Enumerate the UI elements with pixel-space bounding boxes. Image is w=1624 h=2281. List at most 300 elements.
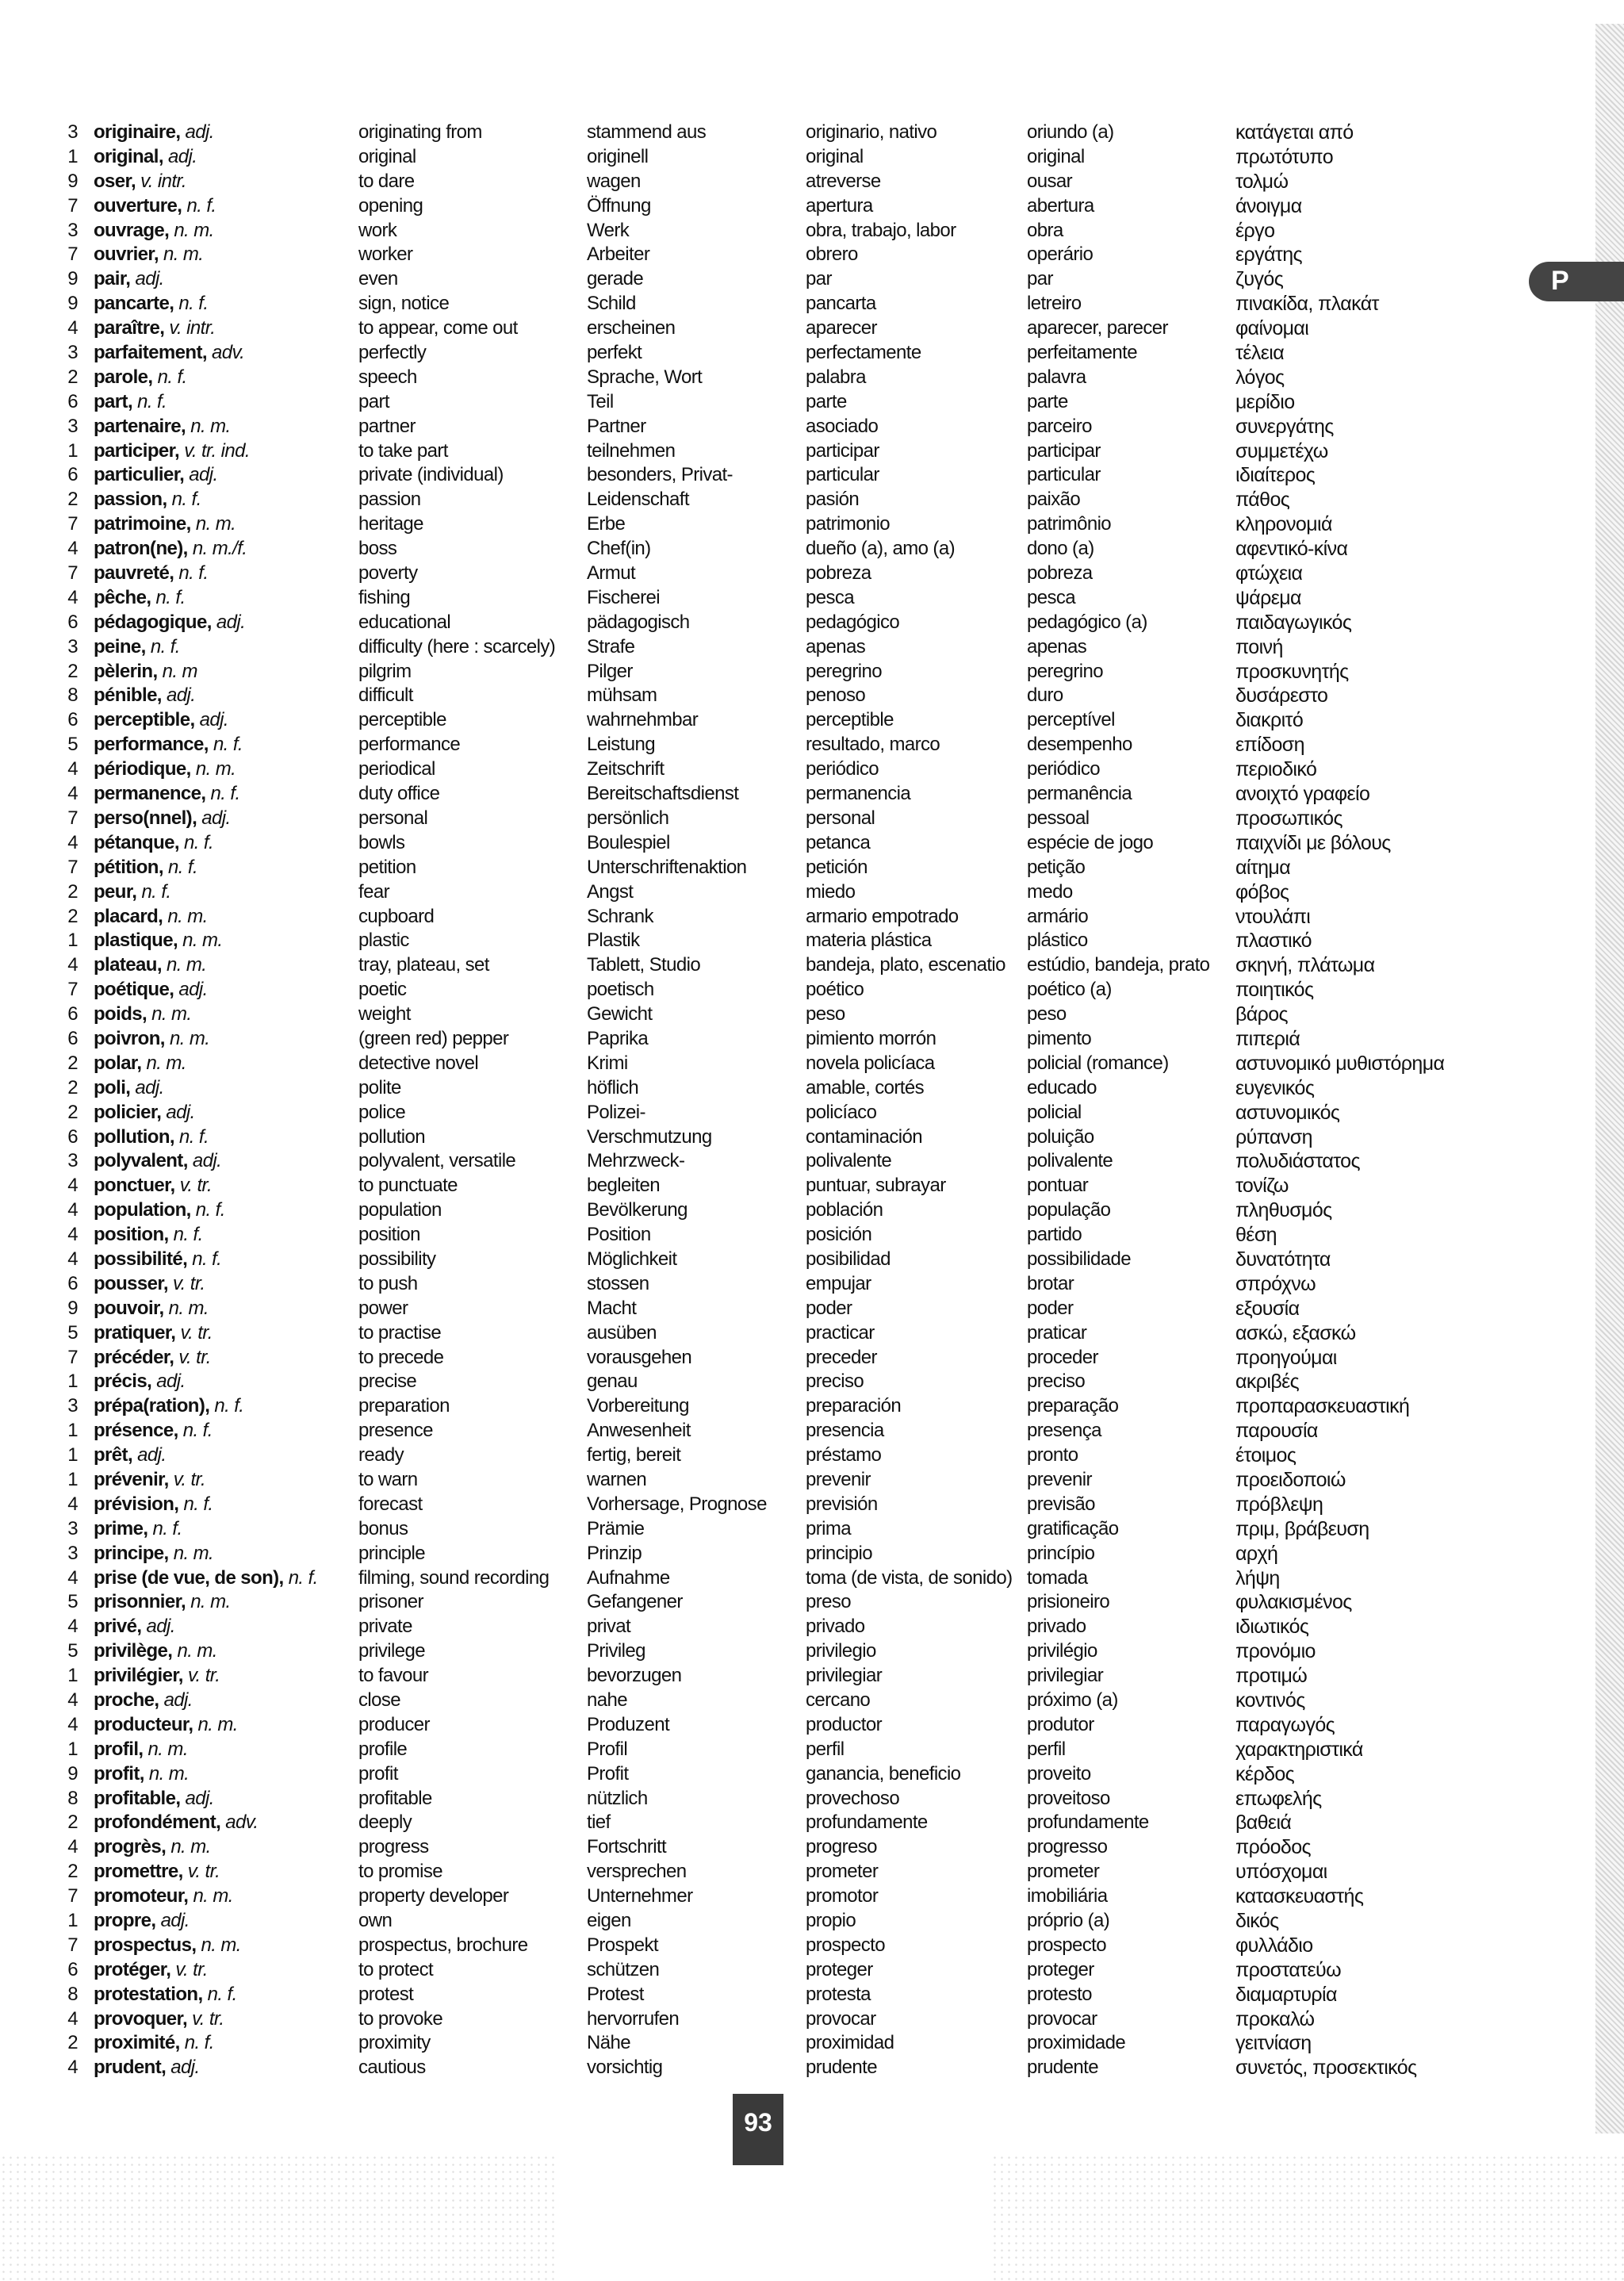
vocab-row <box>56 1223 1451 1248</box>
portuguese-translation: estúdio, bandeja, prato <box>1027 954 1210 976</box>
french-headword <box>94 243 203 266</box>
vocab-row <box>56 121 1451 145</box>
part-of-speech: n. f. <box>173 1224 203 1246</box>
english-translation: own <box>358 1910 393 1932</box>
headword: performance, <box>94 734 209 756</box>
lesson-number: 7 <box>67 979 78 1001</box>
spanish-translation: perceptible <box>806 709 894 731</box>
vocab-row <box>56 1370 1451 1394</box>
vocab-row <box>56 267 1451 292</box>
spanish-translation: penoso <box>806 684 866 707</box>
vocab-row <box>56 1590 1451 1615</box>
english-translation: private <box>358 1616 412 1638</box>
headword: particulier, <box>94 464 185 486</box>
portuguese-translation: prudente <box>1027 2057 1098 2079</box>
spanish-translation: peso <box>806 1003 845 1025</box>
german-translation: Plastik <box>587 930 640 952</box>
french-headword <box>94 1052 186 1075</box>
greek-translation: διαμαρτυρία <box>1235 1983 1337 2006</box>
english-translation: to promise <box>358 1861 443 1883</box>
greek-translation: παιχνίδι με βόλους <box>1235 831 1391 854</box>
part-of-speech: adj. <box>201 807 231 829</box>
greek-translation: πινακίδα, πλακάτ <box>1235 293 1379 316</box>
portuguese-translation: previsão <box>1027 1493 1095 1515</box>
english-translation: fear <box>358 880 389 903</box>
headword: producteur, <box>94 1713 193 1735</box>
part-of-speech: n. f. <box>179 1125 209 1148</box>
portuguese-translation: participar <box>1027 439 1101 462</box>
vocab-row <box>56 1149 1451 1174</box>
english-translation: even <box>358 268 398 290</box>
vocab-row <box>56 1468 1451 1493</box>
lesson-number: 4 <box>67 1689 78 1711</box>
portuguese-translation: plástico <box>1027 930 1088 952</box>
portuguese-translation: policial (romance) <box>1027 1052 1169 1074</box>
vocab-row <box>56 1517 1451 1542</box>
portuguese-translation: aparecer, parecer <box>1027 317 1168 339</box>
vocab-row <box>56 905 1451 930</box>
german-translation: Angst <box>587 880 634 903</box>
spanish-translation: preparación <box>806 1395 902 1417</box>
headword: oser, <box>94 170 136 192</box>
greek-translation: δικός <box>1235 1910 1279 1933</box>
headword: privilégier, <box>94 1665 183 1687</box>
portuguese-translation: desempenho <box>1027 734 1132 756</box>
spanish-translation: apertura <box>806 194 873 217</box>
spanish-translation: resultado, marco <box>806 734 940 756</box>
german-translation: Bevölkerung <box>587 1199 688 1221</box>
greek-translation: σκηνή, πλάτωμα <box>1235 954 1375 977</box>
vocab-row <box>56 1713 1451 1738</box>
lesson-number: 7 <box>67 1885 78 1907</box>
german-translation: mühsam <box>587 684 657 707</box>
french-headword <box>94 2031 214 2055</box>
english-translation: bowls <box>358 831 405 853</box>
spanish-translation: preciso <box>806 1371 864 1393</box>
greek-translation: πριμ, βράβευση <box>1235 1517 1369 1540</box>
german-translation: genau <box>587 1371 638 1393</box>
portuguese-translation: ousar <box>1027 170 1073 192</box>
part-of-speech: n. f. <box>152 1517 182 1539</box>
portuguese-translation: próprio (a) <box>1027 1910 1110 1932</box>
french-headword <box>94 1639 217 1663</box>
english-translation: principle <box>358 1542 425 1564</box>
german-translation: ausüben <box>587 1321 657 1344</box>
headword: promettre, <box>94 1861 183 1883</box>
german-translation: Boulespiel <box>587 831 670 853</box>
scan-noise <box>991 2154 1624 2281</box>
french-headword <box>94 733 243 757</box>
vocab-row <box>56 978 1451 1002</box>
english-translation: partner <box>358 415 416 437</box>
greek-translation: προπαρασκευαστική <box>1235 1395 1410 1418</box>
portuguese-translation: gratificação <box>1027 1517 1119 1539</box>
spanish-translation: prevenir <box>806 1468 871 1490</box>
vocab-row <box>56 1860 1451 1884</box>
greek-translation: κληρονομιά <box>1235 513 1332 536</box>
vocab-row <box>56 635 1451 660</box>
lesson-number: 1 <box>67 145 78 167</box>
portuguese-translation: profundamente <box>1027 1811 1149 1834</box>
portuguese-translation: obra <box>1027 219 1063 241</box>
vocab-row <box>56 831 1451 856</box>
english-translation: work <box>358 219 397 241</box>
headword: pratiquer, <box>94 1321 176 1344</box>
headword: prospectus, <box>94 1934 197 1956</box>
headword: profil, <box>94 1738 144 1760</box>
greek-translation: περιοδικό <box>1235 758 1317 781</box>
vocab-row <box>56 2031 1451 2056</box>
greek-translation: έργο <box>1235 219 1275 242</box>
english-translation: to take part <box>358 439 448 462</box>
french-headword <box>94 1149 221 1173</box>
greek-translation: πρόοδος <box>1235 1836 1311 1859</box>
portuguese-translation: pessoal <box>1027 807 1090 829</box>
vocab-row <box>56 586 1451 611</box>
vocab-row <box>56 145 1451 170</box>
portuguese-translation: operário <box>1027 243 1094 266</box>
greek-translation: τέλεια <box>1235 342 1285 365</box>
german-translation: versprechen <box>587 1861 687 1883</box>
part-of-speech: adv. <box>225 1811 259 1834</box>
part-of-speech: adj. <box>170 2057 200 2079</box>
english-translation: preparation <box>358 1395 450 1417</box>
german-translation: bevorzugen <box>587 1665 682 1687</box>
part-of-speech: v. tr. ind. <box>184 439 250 462</box>
headword: ouvrier, <box>94 243 159 266</box>
lesson-number: 6 <box>67 709 78 731</box>
greek-translation: παραγωγός <box>1235 1713 1335 1736</box>
english-translation: profitable <box>358 1787 432 1809</box>
english-translation: tray, plateau, set <box>358 954 489 976</box>
part-of-speech: n. f. <box>186 194 216 217</box>
french-headword <box>94 782 240 806</box>
english-translation: to push <box>358 1272 418 1294</box>
german-translation: Zeitschrift <box>587 758 665 780</box>
greek-translation: επωφελής <box>1235 1787 1322 1810</box>
french-headword <box>94 537 247 561</box>
vocab-row <box>56 1297 1451 1321</box>
french-headword <box>94 1248 221 1271</box>
portuguese-translation: pesca <box>1027 586 1076 608</box>
page-number: 93 <box>744 2108 772 2137</box>
vocab-row <box>56 1542 1451 1566</box>
english-translation: to provoke <box>358 2007 443 2030</box>
portuguese-translation: parte <box>1027 390 1068 412</box>
vocab-row <box>56 488 1451 512</box>
portuguese-translation: produtor <box>1027 1713 1094 1735</box>
vocab-row <box>56 929 1451 953</box>
spanish-translation: bandeja, plato, escenatio <box>806 954 1005 976</box>
lesson-number: 1 <box>67 1444 78 1466</box>
greek-translation: παρουσία <box>1235 1420 1318 1443</box>
portuguese-translation: armário <box>1027 905 1089 927</box>
headword: principe, <box>94 1542 169 1564</box>
german-translation: originell <box>587 145 649 167</box>
portuguese-translation: possibilidade <box>1027 1248 1131 1270</box>
headword: placard, <box>94 905 163 927</box>
headword: plastique, <box>94 930 178 952</box>
french-headword <box>94 708 228 732</box>
greek-translation: πιπεριά <box>1235 1027 1300 1050</box>
lesson-number: 4 <box>67 1248 78 1270</box>
spanish-translation: personal <box>806 807 875 829</box>
headword: prêt, <box>94 1444 133 1466</box>
greek-translation: συμμετέχω <box>1235 439 1328 462</box>
french-headword <box>94 1419 213 1443</box>
headword: pousser, <box>94 1272 168 1294</box>
part-of-speech: n. f. <box>150 635 180 657</box>
portuguese-translation: poético (a) <box>1027 979 1112 1001</box>
headword: profondément, <box>94 1811 221 1834</box>
french-headword <box>94 1517 182 1541</box>
greek-translation: φυλλάδιο <box>1235 1934 1313 1957</box>
german-translation: Unterschriftenaktion <box>587 856 747 878</box>
portuguese-translation: proteger <box>1027 1958 1094 1980</box>
german-translation: begleiten <box>587 1175 661 1197</box>
french-headword <box>94 463 218 487</box>
portuguese-translation: praticar <box>1027 1321 1087 1344</box>
vocab-row <box>56 1664 1451 1689</box>
german-translation: Fischerei <box>587 586 660 608</box>
vocab-row <box>56 1101 1451 1125</box>
french-headword <box>94 267 164 291</box>
spanish-translation: posibilidad <box>806 1248 891 1270</box>
lesson-number: 4 <box>67 1224 78 1246</box>
spanish-translation: original <box>806 145 864 167</box>
lesson-number: 2 <box>67 366 78 388</box>
headword: prévision, <box>94 1493 179 1515</box>
french-headword <box>94 1860 220 1884</box>
vocab-row <box>56 1566 1451 1591</box>
lesson-number: 6 <box>67 1027 78 1049</box>
english-translation: pilgrim <box>358 660 412 682</box>
vocab-row <box>56 1787 1451 1811</box>
greek-translation: χαρακτηριστικά <box>1235 1738 1363 1761</box>
headword: pancarte, <box>94 293 174 315</box>
english-translation: profile <box>358 1738 408 1760</box>
headword: peine, <box>94 635 146 657</box>
greek-translation: ασκώ, εξασκώ <box>1235 1321 1356 1344</box>
part-of-speech: adj. <box>185 121 214 143</box>
part-of-speech: n. f. <box>214 1395 244 1417</box>
french-headword <box>94 1762 189 1786</box>
portuguese-translation: imobiliária <box>1027 1885 1108 1907</box>
part-of-speech: n. f. <box>183 1493 213 1515</box>
lesson-number: 9 <box>67 293 78 315</box>
german-translation: Unternehmer <box>587 1885 693 1907</box>
english-translation: personal <box>358 807 428 829</box>
german-translation: Polizei- <box>587 1101 645 1123</box>
spanish-translation: progreso <box>806 1836 877 1858</box>
headword: permanence, <box>94 783 206 805</box>
vocab-row <box>56 512 1451 537</box>
portuguese-translation: paixão <box>1027 489 1081 511</box>
lesson-number: 1 <box>67 1665 78 1687</box>
german-translation: privat <box>587 1616 631 1638</box>
french-headword <box>94 586 186 610</box>
portuguese-translation: provocar <box>1027 2007 1097 2030</box>
german-translation: Armut <box>587 562 636 585</box>
lesson-number: 7 <box>67 194 78 217</box>
greek-translation: κοντινός <box>1235 1689 1305 1712</box>
vocab-row <box>56 1738 1451 1762</box>
greek-translation: ποινή <box>1235 635 1283 658</box>
lesson-number: 9 <box>67 1762 78 1785</box>
portuguese-translation: brotar <box>1027 1272 1074 1294</box>
lesson-number: 1 <box>67 1738 78 1760</box>
german-translation: fertig, bereit <box>587 1444 681 1466</box>
headword: polar, <box>94 1052 142 1074</box>
lesson-number: 4 <box>67 783 78 805</box>
lesson-number: 6 <box>67 1125 78 1148</box>
part-of-speech: n. f. <box>157 366 187 388</box>
german-translation: gerade <box>587 268 644 290</box>
english-translation: population <box>358 1199 442 1221</box>
spanish-translation: presencia <box>806 1420 884 1442</box>
part-of-speech: n. m. <box>182 930 223 952</box>
french-headword <box>94 1590 231 1614</box>
lesson-number: 1 <box>67 1468 78 1490</box>
english-translation: detective novel <box>358 1052 479 1074</box>
portuguese-translation: abertura <box>1027 194 1094 217</box>
lesson-number: 3 <box>67 1150 78 1172</box>
headword: possibilité, <box>94 1248 188 1270</box>
portuguese-translation: preciso <box>1027 1371 1086 1393</box>
part-of-speech: adj. <box>216 611 246 633</box>
lesson-number: 3 <box>67 1395 78 1417</box>
english-translation: passion <box>358 489 421 511</box>
german-translation: Vorbereitung <box>587 1395 689 1417</box>
part-of-speech: adj. <box>189 464 218 486</box>
french-headword <box>94 1125 209 1149</box>
spanish-translation: practicar <box>806 1321 875 1344</box>
lesson-number: 5 <box>67 1591 78 1613</box>
french-headword <box>94 390 167 414</box>
part-of-speech: adj. <box>168 145 197 167</box>
english-translation: to dare <box>358 170 415 192</box>
greek-translation: γειτνίαση <box>1235 2032 1312 2055</box>
french-headword <box>94 1958 208 1982</box>
spanish-translation: pancarta <box>806 293 876 315</box>
greek-translation: αφεντικό-κίνα <box>1235 538 1348 561</box>
german-translation: persönlich <box>587 807 669 829</box>
headword: plateau, <box>94 954 162 976</box>
lesson-number: 4 <box>67 2057 78 2079</box>
vocab-row <box>56 1002 1451 1027</box>
part-of-speech: v. tr. <box>175 1958 208 1980</box>
german-translation: Paprika <box>587 1027 649 1049</box>
headword: proche, <box>94 1689 159 1711</box>
lesson-number: 7 <box>67 513 78 535</box>
greek-translation: πάθος <box>1235 489 1290 512</box>
greek-translation: προσωπικός <box>1235 807 1342 830</box>
spanish-translation: profundamente <box>806 1811 928 1834</box>
part-of-speech: n. m. <box>190 415 231 437</box>
french-headword <box>94 1076 164 1100</box>
lesson-number: 7 <box>67 243 78 266</box>
letter-index-label: P <box>1551 266 1569 296</box>
english-translation: private (individual) <box>358 464 504 486</box>
portuguese-translation: prometer <box>1027 1861 1100 1883</box>
headword: position, <box>94 1224 169 1246</box>
lesson-number: 8 <box>67 1983 78 2005</box>
spanish-translation: novela policíaca <box>806 1052 935 1074</box>
part-of-speech: adj. <box>166 684 196 707</box>
portuguese-translation: poder <box>1027 1297 1074 1319</box>
part-of-speech: v. tr. <box>179 1175 213 1197</box>
spanish-translation: materia plástica <box>806 930 932 952</box>
german-translation: Profil <box>587 1738 628 1760</box>
english-translation: to favour <box>358 1665 428 1687</box>
part-of-speech: n. f. <box>182 1420 213 1442</box>
headword: poli, <box>94 1076 131 1098</box>
headword: poétique, <box>94 979 174 1001</box>
part-of-speech: n. m. <box>193 1885 233 1907</box>
vocab-row <box>56 2007 1451 2032</box>
french-headword <box>94 1689 193 1712</box>
portuguese-translation: letreiro <box>1027 293 1082 315</box>
german-translation: Sprache, Wort <box>587 366 703 388</box>
portuguese-translation: apenas <box>1027 635 1087 657</box>
greek-translation: βαθειά <box>1235 1811 1292 1834</box>
french-headword <box>94 1198 225 1222</box>
french-headword <box>94 880 170 904</box>
english-translation: (green red) pepper <box>358 1027 509 1049</box>
part-of-speech: n. m. <box>174 219 214 241</box>
french-headword <box>94 439 250 463</box>
lesson-number: 4 <box>67 538 78 560</box>
headword: patron(ne), <box>94 538 188 560</box>
french-headword <box>94 219 214 243</box>
spanish-translation: amable, cortés <box>806 1076 925 1098</box>
part-of-speech: adj. <box>166 1101 195 1123</box>
headword: privilège, <box>94 1640 173 1662</box>
portuguese-translation: proveito <box>1027 1762 1091 1785</box>
lesson-number: 4 <box>67 2007 78 2030</box>
headword: prime, <box>94 1517 148 1539</box>
lesson-number: 2 <box>67 905 78 927</box>
part-of-speech: n. f. <box>137 390 167 412</box>
vocab-row <box>56 1198 1451 1223</box>
lesson-number: 9 <box>67 268 78 290</box>
german-translation: Vorhersage, Prognose <box>587 1493 767 1515</box>
german-translation: Mehrzweck- <box>587 1150 685 1172</box>
greek-translation: ρύπανση <box>1235 1125 1312 1148</box>
lesson-number: 4 <box>67 317 78 339</box>
french-headword <box>94 1713 238 1737</box>
spanish-translation: particular <box>806 464 879 486</box>
portuguese-translation: população <box>1027 1199 1111 1221</box>
english-translation: performance <box>358 734 461 756</box>
greek-translation: αίτημα <box>1235 856 1291 879</box>
lesson-number: 3 <box>67 1517 78 1539</box>
greek-translation: ντουλάπι <box>1235 905 1311 928</box>
english-translation: filming, sound recording <box>358 1566 550 1589</box>
part-of-speech: v. tr. <box>192 2007 224 2030</box>
greek-translation: επίδοση <box>1235 734 1304 757</box>
french-headword <box>94 1321 213 1345</box>
spanish-translation: preso <box>806 1591 852 1613</box>
headword: ponctuer, <box>94 1175 175 1197</box>
german-translation: Macht <box>587 1297 637 1319</box>
english-translation: heritage <box>358 513 423 535</box>
greek-translation: κατασκευαστής <box>1235 1885 1364 1908</box>
french-headword <box>94 1787 214 1811</box>
vocab-row <box>56 439 1451 464</box>
english-translation: producer <box>358 1713 430 1735</box>
vocab-row <box>56 537 1451 562</box>
